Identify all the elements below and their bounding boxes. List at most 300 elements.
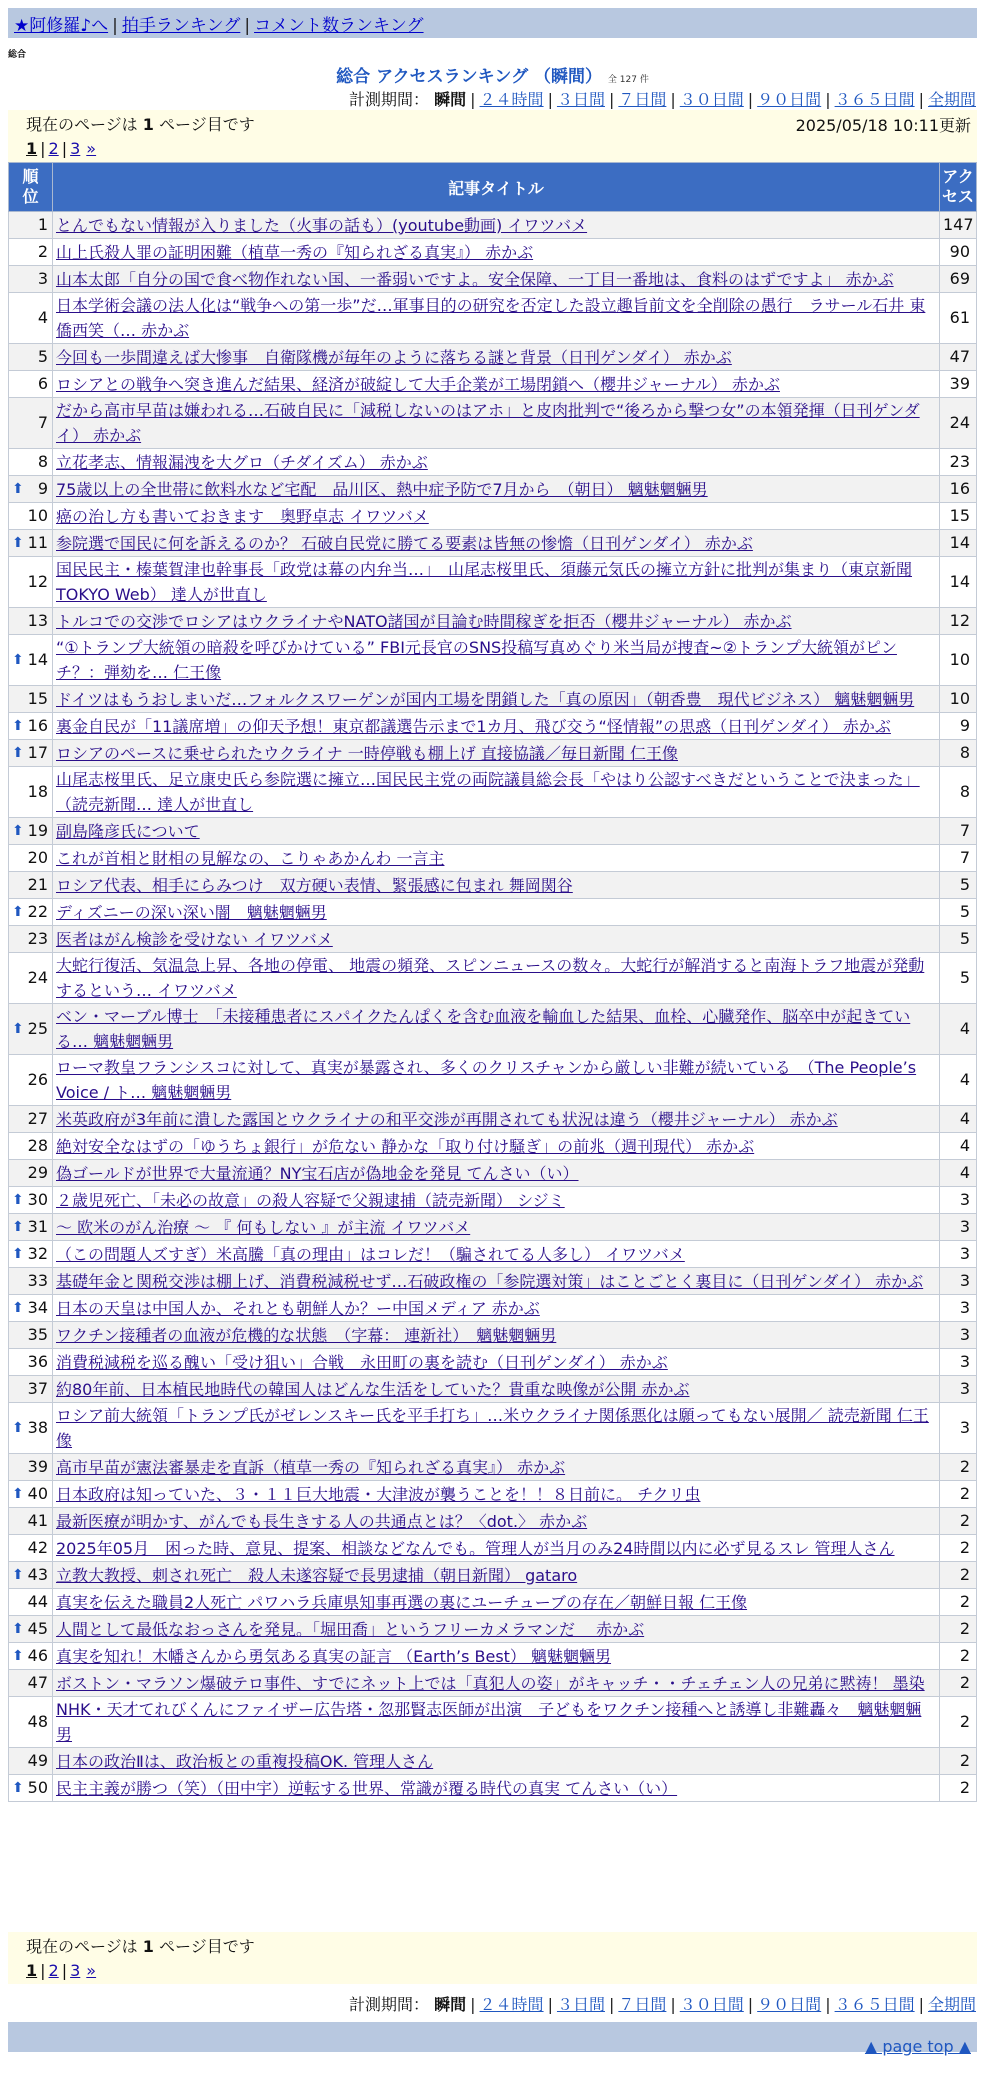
table-row xyxy=(9,1643,977,1670)
rank-cell xyxy=(9,953,53,1004)
table-row xyxy=(9,1214,977,1241)
article-title-link[interactable]: 山本太郎「自分の国で食べ物作れない国、一番弱いですよ。安全保障、一丁目一番地は、食料のはずですよ」 赤かぶ xyxy=(56,269,894,289)
rank-up-arrow-icon: ⬆ xyxy=(12,652,24,668)
access-count: 2 xyxy=(940,1748,977,1775)
access-count: 3 xyxy=(940,1349,977,1376)
table-row xyxy=(9,503,977,530)
rank-number: 37 xyxy=(27,1379,48,1398)
title-cell xyxy=(53,1349,940,1376)
article-title-link[interactable]: 参院選で国民に何を訴えるのか？ 石破自民党に勝てる要素は皆無の惨憺（日刊ゲンダイ） 赤かぶ xyxy=(56,533,753,553)
title-cell xyxy=(53,476,940,503)
table-row xyxy=(9,713,977,740)
table-row xyxy=(9,818,977,845)
rank-number: 31 xyxy=(27,1217,48,1236)
article-title-link[interactable]: NHK・天才てれびくんにファイザー広告塔・忽那賢志医師が出演 子どもをワクチン接種へと誘導し非難轟々 魑魅魍魎男 xyxy=(56,1700,922,1744)
article-title-link[interactable]: 立教大教授、刺され死亡 殺人未遂容疑で長男逮捕（朝日新聞） gataro xyxy=(56,1565,578,1585)
rank-number: 2 xyxy=(37,242,48,261)
rank-cell xyxy=(9,1535,53,1562)
access-count: 4 xyxy=(940,1055,977,1106)
table-row xyxy=(9,1295,977,1322)
rank-cell xyxy=(9,1670,53,1697)
rank-up-arrow-icon: ⬆ xyxy=(12,1780,24,1796)
pagination-bottom: 1 | 2 | 3 » xyxy=(26,1961,97,1980)
period-current: 瞬間 xyxy=(434,1995,467,2014)
rank-number: 3 xyxy=(37,269,48,288)
comment-ranking-link[interactable]: コメント数ランキング xyxy=(254,16,424,36)
table-row xyxy=(9,1775,977,1802)
article-title-link[interactable]: ロシア前大統領「トランプ氏がゼレンスキー氏を平手打ち」…米ウクライナ関係悪化は願ってもない展開／ 読売新聞 仁王像 xyxy=(56,1406,929,1450)
rank-cell xyxy=(9,1160,53,1187)
table-row xyxy=(9,1748,977,1775)
article-title-link[interactable]: 大蛇行復活、気温急上昇、各地の停電、 地震の頻発、スピンニュースの数々。大蛇行が解消すると南海トラフ地震が発動するという… イワツバメ xyxy=(56,956,925,1000)
article-title-link[interactable]: 日本の政治Ⅱは、政治板との重複投稿OK. 管理人さん xyxy=(56,1751,434,1771)
rank-number: 15 xyxy=(27,689,48,708)
title-cell xyxy=(53,212,940,239)
page-2-link[interactable]: 2 xyxy=(48,139,59,158)
period-all-link[interactable]: 全期間 xyxy=(927,1995,976,2014)
period-30d-link[interactable]: ３０日間 xyxy=(679,90,744,109)
period-90d-link[interactable]: ９０日間 xyxy=(757,1995,822,2014)
article-title-link[interactable]: 高市早苗が憲法審暴走を直訴（植草一秀の『知られざる真実』） 赤かぶ xyxy=(56,1457,566,1477)
access-count: 69 xyxy=(940,266,977,293)
title-cell xyxy=(53,1241,940,1268)
rank-number: 8 xyxy=(37,452,48,471)
title-cell xyxy=(53,1055,940,1106)
table-row xyxy=(9,767,977,818)
rank-cell xyxy=(9,1508,53,1535)
total-count: 全 127 件 xyxy=(607,75,649,85)
table-row xyxy=(9,1187,977,1214)
table-row xyxy=(9,1508,977,1535)
rank-cell xyxy=(9,1748,53,1775)
title-cell xyxy=(53,1697,940,1748)
period-24h-link[interactable]: ２４時間 xyxy=(479,1995,544,2014)
rank-cell xyxy=(9,872,53,899)
article-title-link[interactable]: トルコでの交渉でロシアはウクライナやNATO諸国が目論む時間稼ぎを拒否（櫻井ジャーナル） 赤かぶ xyxy=(56,611,792,631)
period-7d-link[interactable]: ７日間 xyxy=(618,1995,667,2014)
access-count: 2 xyxy=(940,1562,977,1589)
rank-number: 33 xyxy=(27,1271,48,1290)
access-count: 3 xyxy=(940,1322,977,1349)
table-row xyxy=(9,1349,977,1376)
rank-cell xyxy=(9,767,53,818)
rank-up-arrow-icon: ⬆ xyxy=(12,1420,24,1436)
rank-up-arrow-icon: ⬆ xyxy=(12,481,24,497)
rank-cell xyxy=(9,449,53,476)
access-count: 47 xyxy=(940,344,977,371)
access-count: 2 xyxy=(940,1670,977,1697)
title-cell xyxy=(53,344,940,371)
title-cell xyxy=(53,818,940,845)
article-title-link[interactable]: 約80年前、日本植民地時代の韓国人はどんな生活をしていた？貴重な映像が公開 赤かぶ xyxy=(56,1379,690,1399)
period-3d-link[interactable]: ３日間 xyxy=(556,90,605,109)
table-row xyxy=(9,1481,977,1508)
rank-cell xyxy=(9,1214,53,1241)
table-row xyxy=(9,476,977,503)
table-row xyxy=(9,872,977,899)
page-3-link[interactable]: 3 xyxy=(70,139,81,158)
ranking-heading xyxy=(0,62,985,87)
article-title-link[interactable]: ワクチン接種者の血液が危機的な状態 （字幕： 連新社） 魑魅魍魎男 xyxy=(56,1325,557,1345)
rank-number: 42 xyxy=(27,1538,48,1557)
period-90d-link[interactable]: ９０日間 xyxy=(757,90,822,109)
rank-cell xyxy=(9,1775,53,1802)
rank-cell xyxy=(9,1004,53,1055)
rank-up-arrow-icon: ⬆ xyxy=(12,745,24,761)
access-count: 7 xyxy=(940,845,977,872)
access-count: 14 xyxy=(940,530,977,557)
rank-cell xyxy=(9,344,53,371)
table-row xyxy=(9,1535,977,1562)
access-count: 10 xyxy=(940,686,977,713)
page-2-link[interactable]: 2 xyxy=(48,1961,59,1980)
table-row xyxy=(9,926,977,953)
rank-cell xyxy=(9,1697,53,1748)
rank-number: 35 xyxy=(27,1325,48,1344)
rank-number: 23 xyxy=(27,929,48,948)
article-title-link[interactable]: ロシアとの戦争へ突き進んだ結果、経済が破綻して大手企業が工場閉鎖へ（櫻井ジャーナル） 赤かぶ xyxy=(56,374,780,394)
title-cell xyxy=(53,872,940,899)
article-title-link[interactable]: （この問題人ズすぎ）米高騰「真の理由」はコレだ！（騙されてる人多し） イワツバメ xyxy=(56,1244,685,1264)
rank-cell xyxy=(9,1322,53,1349)
title-cell xyxy=(53,1004,940,1055)
rank-header: 順位 xyxy=(9,163,53,212)
period-30d-link[interactable]: ３０日間 xyxy=(679,1995,744,2014)
access-count: 9 xyxy=(940,713,977,740)
article-title-link[interactable]: 消費税減税を巡る醜い「受け狙い」合戦 永田町の裏を読む（日刊ゲンダイ） 赤かぶ xyxy=(56,1352,668,1372)
rank-cell xyxy=(9,1241,53,1268)
title-cell xyxy=(53,845,940,872)
title-cell xyxy=(53,1376,940,1403)
rank-cell xyxy=(9,713,53,740)
access-count: 4 xyxy=(940,1106,977,1133)
article-title-link[interactable]: ローマ教皇フランシスコに対して、真実が暴露され、多くのクリスチャンから厳しい非難が続いている （The People’s Voice / ト… 魑魅魍魎男 xyxy=(56,1058,917,1102)
rank-number: 18 xyxy=(27,782,48,801)
pagination-top: 1 | 2 | 3 » xyxy=(26,139,97,158)
rank-number: 17 xyxy=(27,743,48,762)
article-title-link[interactable]: 裏金自民が「11議席増」の仰天予想！東京都議選告示まで1カ月、飛び交う“怪情報”の思惑（日刊ゲンダイ） 赤かぶ xyxy=(56,716,891,736)
article-title-link[interactable]: ２歳児死亡、「未必の故意」の殺人容疑で父親逮捕（読売新聞） シジミ xyxy=(56,1190,565,1210)
table-row xyxy=(9,1403,977,1454)
title-cell xyxy=(53,1268,940,1295)
access-count: 2 xyxy=(940,1616,977,1643)
rank-number: 38 xyxy=(27,1418,48,1437)
rank-number: 39 xyxy=(27,1457,48,1476)
access-count: 3 xyxy=(940,1376,977,1403)
article-title-link[interactable]: 立花孝志、情報漏洩を大グロ（チダイズム） 赤かぶ xyxy=(56,452,428,472)
access-count: 7 xyxy=(940,818,977,845)
asyura-home-link[interactable]: ★阿修羅♪へ xyxy=(14,16,109,36)
rank-cell xyxy=(9,503,53,530)
nav-separator: | xyxy=(244,16,251,36)
rank-cell xyxy=(9,212,53,239)
article-title-link[interactable]: ～ 欧米のがん治療 ～ 『 何もしない 』が主流 イワツバメ xyxy=(56,1217,471,1237)
table-row xyxy=(9,557,977,608)
article-title-link[interactable]: ロシアのペースに乗せられたウクライナ 一時停戦も棚上げ 直接協議／毎日新聞 仁王像 xyxy=(56,743,678,763)
page-top-link[interactable]: ▲ page top ▲ xyxy=(864,2037,971,2056)
rank-cell xyxy=(9,1055,53,1106)
title-cell xyxy=(53,740,940,767)
page-3-link[interactable]: 3 xyxy=(70,1961,81,1980)
rank-cell xyxy=(9,1454,53,1481)
access-count: 5 xyxy=(940,926,977,953)
rank-number: 11 xyxy=(27,533,48,552)
rank-up-arrow-icon: ⬆ xyxy=(12,904,24,920)
table-row xyxy=(9,293,977,344)
title-cell xyxy=(53,1403,940,1454)
title-cell xyxy=(53,293,940,344)
rank-cell xyxy=(9,476,53,503)
title-cell xyxy=(53,1214,940,1241)
access-count: 3 xyxy=(940,1403,977,1454)
title-cell xyxy=(53,1670,940,1697)
rank-number: 29 xyxy=(27,1163,48,1182)
article-title-link[interactable]: 絶対安全なはずの「ゆうちょ銀行」が危ない 静かな「取り付け騒ぎ」の前兆（週刊現代） 赤かぶ xyxy=(56,1136,755,1156)
article-title-link[interactable]: 2025年05月 困った時、意見、提案、相談などなんでも。管理人が当月のみ24時間以内に必ず見るスレ 管理人さん xyxy=(56,1538,895,1558)
article-title-link[interactable]: ディズニーの深い深い闇 魑魅魍魎男 xyxy=(56,902,327,922)
page-1-current: 1 xyxy=(26,1961,38,1980)
next-page-link[interactable]: » xyxy=(86,1961,97,1980)
rank-cell xyxy=(9,1643,53,1670)
title-cell xyxy=(53,1106,940,1133)
ranking-title: 総合 アクセスランキング （瞬間） xyxy=(336,67,602,87)
rank-up-arrow-icon: ⬆ xyxy=(12,1300,24,1316)
period-7d-link[interactable]: ７日間 xyxy=(618,90,667,109)
article-title-link[interactable]: 国民民主・榛葉賀津也幹事長「政党は幕の内弁当…」 山尾志桜里氏、須藤元気氏の擁立方針に批判が集まり（東京新聞TOKYO Web） 達人が世直し xyxy=(56,560,913,604)
article-title-link[interactable]: 日本学術会議の法人化は“戦争への第一歩”だ…軍事目的の研究を否定した設立趣旨前文を全削除の愚行 ラサール石井 東僑西笑（… 赤かぶ xyxy=(56,296,926,340)
table-row xyxy=(9,1160,977,1187)
article-title-link[interactable]: 山尾志桜里氏、足立康史氏ら参院選に擁立…国民民主党の両院議員総会長「やはり公認すべきだということで決まった」（読売新聞… 達人が世直し xyxy=(56,770,920,814)
title-cell xyxy=(53,266,940,293)
rank-number: 16 xyxy=(27,716,48,735)
rank-cell xyxy=(9,1376,53,1403)
rank-cell xyxy=(9,1562,53,1589)
rank-number: 49 xyxy=(27,1751,48,1770)
article-title-link[interactable]: 真実を伝えた職員2人死亡 パワハラ兵庫県知事再選の裏にユーチューブの存在／朝鮮日報 仁王像 xyxy=(56,1592,748,1612)
rank-number: 41 xyxy=(27,1511,48,1530)
nav-separator: | xyxy=(112,16,118,36)
rank-cell xyxy=(9,371,53,398)
period-current: 瞬間 xyxy=(434,90,467,109)
article-title-link[interactable]: 日本の天皇は中国人か、それとも朝鮮人か？ー中国メディア 赤かぶ xyxy=(56,1298,540,1318)
title-cell xyxy=(53,1589,940,1616)
rank-up-arrow-icon: ⬆ xyxy=(12,1021,24,1037)
rank-number: 6 xyxy=(37,374,48,393)
title-cell xyxy=(53,1454,940,1481)
rank-cell xyxy=(9,818,53,845)
rank-number: 36 xyxy=(27,1352,48,1371)
article-title-link[interactable]: とんでもない情報が入りました（火事の話も）(youtube動画) イワツバメ xyxy=(56,215,588,235)
rank-cell xyxy=(9,926,53,953)
table-row xyxy=(9,212,977,239)
article-title-link[interactable]: ベン・マーブル博士 「未接種患者にスパイクたんぱくを含む血液を輸血した結果、血栓、心臓発作、脳卒中が起きている… 魑魅魍魎男 xyxy=(56,1007,911,1051)
title-cell xyxy=(53,1187,940,1214)
access-count: 2 xyxy=(940,1697,977,1748)
article-title-link[interactable]: これが首相と財相の見解なの、こりゃあかんわ 一言主 xyxy=(56,848,445,868)
title-cell xyxy=(53,1748,940,1775)
rank-number: 7 xyxy=(37,413,48,432)
rank-number: 5 xyxy=(37,347,48,366)
title-cell xyxy=(53,1508,940,1535)
access-count: 3 xyxy=(940,1214,977,1241)
table-row xyxy=(9,1133,977,1160)
title-cell xyxy=(53,1775,940,1802)
table-row xyxy=(9,608,977,635)
access-count: 90 xyxy=(940,239,977,266)
access-count: 4 xyxy=(940,1004,977,1055)
table-row xyxy=(9,845,977,872)
access-count: 8 xyxy=(940,740,977,767)
article-title-link[interactable]: 癌の治し方も書いておきます 奥野卓志 イワツバメ xyxy=(56,506,429,526)
rank-cell xyxy=(9,1268,53,1295)
article-title-link[interactable]: 米英政府が3年前に潰した露国とウクライナの和平交渉が再開されても状況は違う（櫻井ジャーナル） 赤かぶ xyxy=(56,1109,838,1129)
access-count: 2 xyxy=(940,1589,977,1616)
rank-number: 32 xyxy=(27,1244,48,1263)
rank-number: 22 xyxy=(27,902,48,921)
article-title-link[interactable]: 今回も一歩間違えば大惨事 自衛隊機が毎年のように落ちる謎と背景（日刊ゲンダイ） 赤かぶ xyxy=(56,347,732,367)
access-count: 39 xyxy=(940,371,977,398)
access-count: 2 xyxy=(940,1643,977,1670)
rank-cell xyxy=(9,899,53,926)
article-title-link[interactable]: 医者はがん検診を受けない イワツバメ xyxy=(56,929,333,949)
rank-cell xyxy=(9,1403,53,1454)
access-count: 61 xyxy=(940,293,977,344)
table-row xyxy=(9,1376,977,1403)
table-row xyxy=(9,449,977,476)
rank-cell xyxy=(9,1133,53,1160)
category-label: 総合 xyxy=(8,50,27,60)
clap-ranking-link[interactable]: 拍手ランキング xyxy=(121,16,241,36)
current-page-text: 現在のページは 1 ページ目です xyxy=(26,115,255,134)
period-24h-link[interactable]: ２４時間 xyxy=(479,90,544,109)
access-count: 12 xyxy=(940,608,977,635)
access-count: 2 xyxy=(940,1481,977,1508)
title-cell xyxy=(53,713,940,740)
article-title-link[interactable]: “①トランプ大統領の暗殺を呼びかけている” FBI元長官のSNS投稿写真めぐり米当局が捜査~②トランプ大統領がピンチ？：弾劾を… 仁王像 xyxy=(56,638,897,682)
title-cell xyxy=(53,635,940,686)
article-title-link[interactable]: 真実を知れ！木幡さんから勇気ある真実の証言 （Earth’s Best） 魑魅魍魎男 xyxy=(56,1646,612,1666)
title-cell xyxy=(53,1643,940,1670)
article-title-link[interactable]: 人間として最低なおっさんを発見。「堀田喬」というフリーカメラマンだ 赤かぶ xyxy=(56,1619,645,1639)
table-row xyxy=(9,1268,977,1295)
title-cell xyxy=(53,1322,940,1349)
access-count: 3 xyxy=(940,1187,977,1214)
rank-cell xyxy=(9,1295,53,1322)
title-cell xyxy=(53,899,940,926)
ranking-table xyxy=(8,162,977,1802)
rank-cell xyxy=(9,266,53,293)
period-all-link[interactable]: 全期間 xyxy=(927,90,976,109)
rank-number: 45 xyxy=(27,1619,48,1638)
rank-number: 47 xyxy=(27,1673,48,1692)
access-count: 3 xyxy=(940,1295,977,1322)
article-title-link[interactable]: 偽ゴールドが世界で大量流通？NY宝石店が偽地金を発見 てんさい（い） xyxy=(56,1163,579,1183)
article-title-link[interactable]: 民主主義が勝つ（笑）（田中宇）逆転する世界、常識が覆る時代の真実 てんさい（い） xyxy=(56,1778,678,1798)
table-row xyxy=(9,899,977,926)
title-cell xyxy=(53,1160,940,1187)
period-3d-link[interactable]: ３日間 xyxy=(556,1995,605,2014)
access-count: 10 xyxy=(940,635,977,686)
rank-number: 44 xyxy=(27,1592,48,1611)
rank-number: 19 xyxy=(27,821,48,840)
period-selector-bottom: 計測期間： 瞬間 | ２４時間 | ３日間 | ７日間 | ３０日間 | ９０日間 | ３６５日間 | 全期間 xyxy=(349,1995,976,2014)
title-cell xyxy=(53,686,940,713)
rank-number: 20 xyxy=(27,848,48,867)
title-cell xyxy=(53,371,940,398)
rank-up-arrow-icon: ⬆ xyxy=(12,1648,24,1664)
access-count: 2 xyxy=(940,1454,977,1481)
rank-cell xyxy=(9,635,53,686)
rank-cell xyxy=(9,398,53,449)
rank-cell xyxy=(9,1187,53,1214)
period-365d-link[interactable]: ３６５日間 xyxy=(834,90,915,109)
table-row xyxy=(9,1106,977,1133)
rank-number: 21 xyxy=(27,875,48,894)
rank-cell xyxy=(9,293,53,344)
rank-cell xyxy=(9,686,53,713)
next-page-link[interactable]: » xyxy=(86,139,97,158)
title-cell xyxy=(53,1481,940,1508)
title-cell xyxy=(53,1295,940,1322)
access-count: 15 xyxy=(940,503,977,530)
table-row xyxy=(9,530,977,557)
article-title-link[interactable]: ドイツはもうおしまいだ…フォルクスワーゲンが国内工場を閉鎖した「真の原因」（朝香豊 現代ビジネス） 魑魅魍魎男 xyxy=(56,689,915,709)
rank-cell xyxy=(9,1616,53,1643)
table-row xyxy=(9,1322,977,1349)
rank-cell xyxy=(9,1106,53,1133)
table-row xyxy=(9,686,977,713)
access-count: 23 xyxy=(940,449,977,476)
access-count: 2 xyxy=(940,1775,977,1802)
rank-number: 13 xyxy=(27,611,48,630)
table-row xyxy=(9,1589,977,1616)
title-cell xyxy=(53,767,940,818)
article-title-link[interactable]: 山上氏殺人罪の証明困難（植草一秀の『知られざる真実』） 赤かぶ xyxy=(56,242,534,262)
period-365d-link[interactable]: ３６５日間 xyxy=(834,1995,915,2014)
rank-cell xyxy=(9,608,53,635)
table-row xyxy=(9,1670,977,1697)
article-title-link[interactable]: ボストン・マラソン爆破テロ事件、すでにネット上では「真犯人の姿」がキャッチ・・チェチェン人の兄弟に黙祷！ 墨染 xyxy=(56,1673,925,1693)
table-row xyxy=(9,1616,977,1643)
period-label: 計測期間： xyxy=(349,1995,430,2014)
article-title-link[interactable]: 副島隆彦氏について xyxy=(56,821,200,841)
rank-cell xyxy=(9,557,53,608)
article-title-link[interactable]: 最新医療が明かす、がんでも長生きする人の共通点とは？〈dot.〉 赤かぶ xyxy=(56,1511,588,1531)
article-title-link[interactable]: 基礎年金と関税交渉は棚上げ、消費税減税せず…石破政権の「参院選対策」はことごとく裏目に（日刊ゲンダイ） 赤かぶ xyxy=(56,1271,924,1291)
rank-cell xyxy=(9,239,53,266)
article-title-link[interactable]: 75歳以上の全世帯に飲料水など宅配 品川区、熱中症予防で7月から （朝日） 魑魅魍魎男 xyxy=(56,479,708,499)
period-selector-top: 計測期間： 瞬間 | ２４時間 | ３日間 | ７日間 | ３０日間 | ９０日間 | ３６５日間 | 全期間 xyxy=(349,90,976,109)
access-count: 3 xyxy=(940,1241,977,1268)
article-title-link[interactable]: ロシア代表、相手にらみつけ 双方硬い表情、緊張感に包まれ 舞岡関谷 xyxy=(56,875,573,895)
title-cell xyxy=(53,1133,940,1160)
rank-number: 25 xyxy=(27,1019,48,1038)
rank-up-arrow-icon: ⬆ xyxy=(12,1219,24,1235)
article-title-link[interactable]: だから高市早苗は嫌われる…石破自民に「減税しないのはアホ」と皮肉批判で“後ろから撃つ女”の本領発揮（日刊ゲンダイ） 赤かぶ xyxy=(56,401,920,445)
rank-cell xyxy=(9,1481,53,1508)
access-count: 24 xyxy=(940,398,977,449)
article-title-link[interactable]: 日本政府は知っていた、３・１１巨大地震・大津波が襲うことを！！８日前に。 チクリ虫 xyxy=(56,1484,701,1504)
rank-up-arrow-icon: ⬆ xyxy=(12,1486,24,1502)
rank-up-arrow-icon: ⬆ xyxy=(12,823,24,839)
table-row xyxy=(9,398,977,449)
rank-up-arrow-icon: ⬆ xyxy=(12,535,24,551)
period-label: 計測期間： xyxy=(349,90,430,109)
access-count: 3 xyxy=(940,1268,977,1295)
table-row xyxy=(9,1055,977,1106)
rank-up-arrow-icon: ⬆ xyxy=(12,1246,24,1262)
table-row xyxy=(9,239,977,266)
